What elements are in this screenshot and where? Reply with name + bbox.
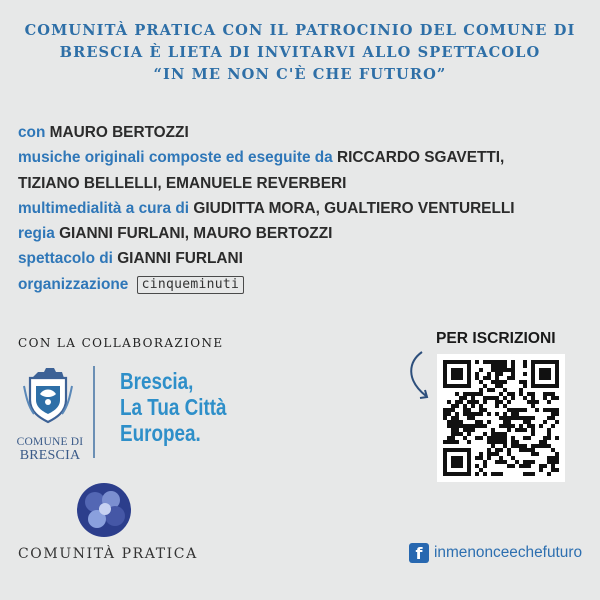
curved-arrow-icon	[402, 348, 440, 404]
header-line-2: BRESCIA È LIETA DI INVITARVI ALLO SPETTACOLO	[59, 44, 541, 61]
collaboration-title: CON LA COLLABORAZIONE	[18, 336, 224, 350]
credit-organizzazione	[18, 272, 515, 297]
credit-musiche-cont	[18, 171, 515, 196]
credit-label: spettacolo di	[18, 250, 113, 268]
comune-di-brescia-label	[14, 436, 86, 462]
credit-label: regia	[18, 225, 55, 243]
credit-value: MAURO BERTOZZI	[49, 124, 189, 141]
comune-line-1: COMUNE DI	[16, 436, 84, 448]
brescia-line-3: Europea.	[120, 420, 201, 446]
header-line-1: COMUNITÀ PRATICA CON IL PATROCINIO DEL COMUNE DI	[24, 22, 576, 39]
credit-value: RICCARDO SGAVETTI,	[337, 149, 505, 167]
credit-label: musiche originali composte ed eseguite da	[18, 149, 333, 167]
credit-regia	[18, 221, 515, 246]
facebook-link[interactable]	[409, 543, 582, 563]
comune-line-2: BRESCIA	[19, 448, 81, 463]
facebook-handle: inmenonceechefuturo	[434, 544, 583, 561]
comune-brescia-crest-icon	[18, 364, 78, 424]
credit-label: multimedialità a cura di	[18, 199, 190, 217]
credit-value: GIANNI FURLANI	[117, 250, 243, 268]
comunita-pratica-name: COMUNITÀ PRATICA	[18, 546, 198, 562]
invitation-header	[10, 20, 590, 86]
credits-block	[18, 120, 515, 297]
brescia-europea-logo	[120, 368, 227, 446]
comunita-pratica-logo-icon	[75, 480, 133, 540]
credit-spettacolo	[18, 246, 515, 271]
logo-divider	[93, 366, 95, 458]
iscrizioni-title: PER ISCRIZIONI	[436, 330, 556, 347]
credit-multimedia	[18, 196, 515, 221]
credit-label: con	[18, 124, 46, 141]
brescia-line-2: La Tua Città	[120, 394, 227, 420]
header-line-3: “IN ME NON C'È CHE FUTURO”	[153, 66, 447, 83]
credit-value: GIANNI FURLANI, MAURO BERTOZZI	[59, 225, 333, 243]
registration-qr-code[interactable]	[437, 354, 565, 482]
cinqueminuti-logo: cinqueminuti	[137, 276, 245, 294]
credit-value: TIZIANO BELLELLI, EMANUELE REVERBERI	[18, 174, 347, 192]
credit-label: organizzazione	[18, 275, 129, 293]
qr-code-icon	[443, 360, 559, 476]
brescia-line-1: Brescia,	[120, 368, 194, 394]
credit-con	[18, 120, 515, 145]
facebook-icon: f	[409, 543, 429, 563]
credit-value: GIUDITTA MORA, GUALTIERO VENTURELLI	[193, 199, 515, 217]
credit-musiche	[18, 145, 515, 170]
